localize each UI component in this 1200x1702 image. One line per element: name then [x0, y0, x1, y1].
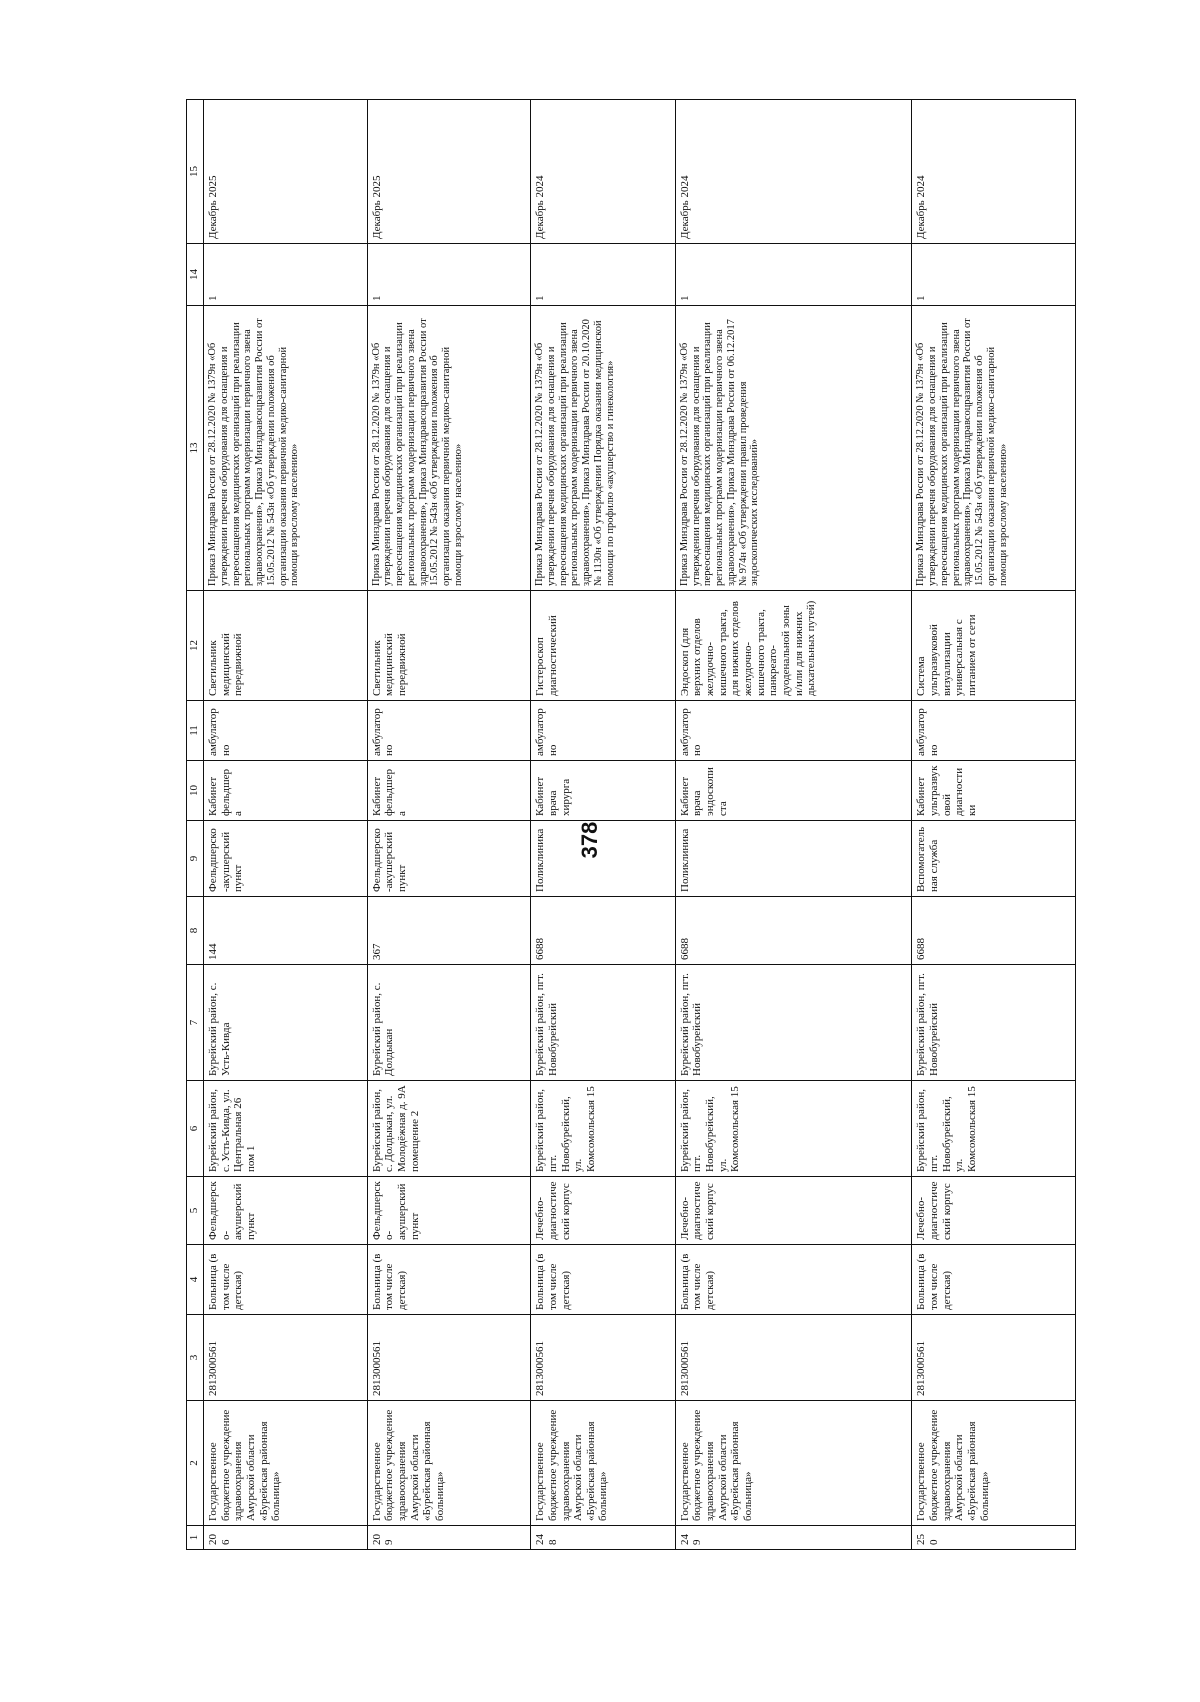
quantity-cell: 1 — [675, 244, 912, 306]
organization-type-cell: Больница (в том числе детская) — [367, 1245, 531, 1315]
column-header: 1 — [187, 1526, 204, 1550]
unit-cell: Фельдшерско-акушерский пункт — [367, 821, 531, 897]
subdivision-type-cell: Лечебно-диагностический корпус — [912, 1177, 1076, 1245]
locality-cell: Бурейский район, с. Долдыкан — [367, 965, 531, 1081]
population-cell: 144 — [204, 897, 368, 965]
deadline-cell: Декабрь 2024 — [531, 100, 676, 244]
column-header: 13 — [187, 306, 204, 591]
organization-name-cell: Государственное бюджетное учреждение здравоохранения Амурской области «Бурейская районная больница» — [204, 1401, 368, 1526]
column-header: 15 — [187, 100, 204, 244]
address-cell: Бурейский район, пгт. Новобурейский, ул. Комсомольская 15 — [531, 1081, 676, 1177]
quantity-cell: 1 — [912, 244, 1076, 306]
equipment-cell: Система ультразвуковой визуализации универсальная с питанием от сети — [912, 591, 1076, 701]
deadline-cell: Декабрь 2024 — [912, 100, 1076, 244]
care-form-cell: амбулаторно — [204, 701, 368, 761]
inn-cell: 2813000561 — [675, 1315, 912, 1401]
organization-type-cell: Больница (в том числе детская) — [675, 1245, 912, 1315]
inn-cell: 2813000561 — [531, 1315, 676, 1401]
column-header: 5 — [187, 1177, 204, 1245]
care-form-cell: амбулаторно — [531, 701, 676, 761]
column-header: 6 — [187, 1081, 204, 1177]
row-number-cell: 209 — [367, 1526, 531, 1550]
subdivision-type-cell: Лечебно-диагностический корпус — [531, 1177, 676, 1245]
table-row — [912, 100, 1076, 1550]
room-cell: Кабинет врача эндоскописта — [675, 761, 912, 821]
unit-cell: Поликлиника — [675, 821, 912, 897]
equipment-cell: Эндоскоп (для верхних отделов желудочно-кишечного тракта, для нижних отделов желудочно-кишечного тракта, панкреато-дуоденальной зоны и/или для нижних дыхательных путей) — [675, 591, 912, 701]
table-row — [675, 100, 912, 1550]
equipment-register-table — [186, 99, 1076, 1550]
inn-cell: 2813000561 — [204, 1315, 368, 1401]
unit-cell: Фельдшерско-акушерский пункт — [204, 821, 368, 897]
column-number-row — [187, 100, 204, 1550]
organization-name-cell: Государственное бюджетное учреждение здравоохранения Амурской области «Бурейская районная больница» — [367, 1401, 531, 1526]
column-header: 3 — [187, 1315, 204, 1401]
care-form-cell: амбулаторно — [675, 701, 912, 761]
locality-cell: Бурейский район, пгт. Новобурейский — [675, 965, 912, 1081]
organization-name-cell: Государственное бюджетное учреждение здравоохранения Амурской области «Бурейская районная больница» — [912, 1401, 1076, 1526]
organization-type-cell: Больница (в том числе детская) — [204, 1245, 368, 1315]
regulation-cell: Приказ Минздрава России от 28.12.2020 № 1379н «Об утверждении перечня оборудования для оснащения и переоснащения медицинских организаций при реализации региональных программ модернизации первичного звена здравоохранения», Приказ Минздрава России от 06.12.2017 № 974н «Об утверждении правил проведения эндоскопических исследований» — [675, 306, 912, 591]
address-cell: Бурейский район, пгт. Новобурейский, ул. Комсомольская 15 — [912, 1081, 1076, 1177]
deadline-cell: Декабрь 2025 — [204, 100, 368, 244]
row-number-cell: 206 — [204, 1526, 368, 1550]
equipment-cell: Светильник медицинский передвижной — [204, 591, 368, 701]
organization-name-cell: Государственное бюджетное учреждение здравоохранения Амурской области «Бурейская районная больница» — [531, 1401, 676, 1526]
care-form-cell: амбулаторно — [912, 701, 1076, 761]
row-number-cell: 249 — [675, 1526, 912, 1550]
quantity-cell: 1 — [367, 244, 531, 306]
column-header: 14 — [187, 244, 204, 306]
locality-cell: Бурейский район, пгт. Новобурейский — [531, 965, 676, 1081]
organization-name-cell: Государственное бюджетное учреждение здравоохранения Амурской области «Бурейская районная больница» — [675, 1401, 912, 1526]
equipment-cell: Светильник медицинский передвижной — [367, 591, 531, 701]
page-number: 378 — [577, 821, 602, 859]
column-header: 7 — [187, 965, 204, 1081]
regulation-cell: Приказ Минздрава России от 28.12.2020 № 1379н «Об утверждении перечня оборудования для оснащения и переоснащения медицинских организаций при реализации региональных программ модернизации первичного звена здравоохранения», Приказ Минздравсоцразвития России от 15.05.2012 № 543н «Об утверждении положения об организации оказания первичной медико-санитарной помощи взрослому населению» — [912, 306, 1076, 591]
room-cell: Кабинет ультразвуковой диагностики — [912, 761, 1076, 821]
organization-type-cell: Больница (в том числе детская) — [531, 1245, 676, 1315]
table-row — [531, 100, 676, 1550]
row-number-cell: 250 — [912, 1526, 1076, 1550]
population-cell: 367 — [367, 897, 531, 965]
regulation-cell: Приказ Минздрава России от 28.12.2020 № 1379н «Об утверждении перечня оборудования для оснащения и переоснащения медицинских организаций при реализации региональных программ модернизации первичного звена здравоохранения», Приказ Минздравсоцразвития России от 15.05.2012 № 543н «Об утверждении положения об организации оказания первичной медико-санитарной помощи взрослому населению» — [367, 306, 531, 591]
regulation-cell: Приказ Минздрава России от 28.12.2020 № 1379н «Об утверждении перечня оборудования для оснащения и переоснащения медицинских организаций при реализации региональных программ модернизации первичного звена здравоохранения», Приказ Минздравсоцразвития России от 15.05.2012 № 543н «Об утверждении положения об организации оказания первичной медико-санитарной помощи взрослому населению» — [204, 306, 368, 591]
quantity-cell: 1 — [204, 244, 368, 306]
column-header: 11 — [187, 701, 204, 761]
regulation-cell: Приказ Минздрава России от 28.12.2020 № 1379н «Об утверждении перечня оборудования для оснащения и переоснащения медицинских организаций при реализации региональных программ модернизации первичного звена здравоохранения», Приказ Минздрава России от 20.10.2020 № 1130н «Об утверждении Порядка оказания медицинской помощи по профилю «акушерство и гинекология» — [531, 306, 676, 591]
row-number-cell: 248 — [531, 1526, 676, 1550]
room-cell: Кабинет врача хирурга — [531, 761, 676, 821]
column-header: 4 — [187, 1245, 204, 1315]
population-cell: 6688 — [675, 897, 912, 965]
table-row — [204, 100, 368, 1550]
column-header: 10 — [187, 761, 204, 821]
deadline-cell: Декабрь 2025 — [367, 100, 531, 244]
population-cell: 6688 — [912, 897, 1076, 965]
subdivision-type-cell: Лечебно-диагностический корпус — [675, 1177, 912, 1245]
column-header: 8 — [187, 897, 204, 965]
unit-cell: Поликлиника — [531, 821, 676, 897]
inn-cell: 2813000561 — [912, 1315, 1076, 1401]
deadline-cell: Декабрь 2024 — [675, 100, 912, 244]
care-form-cell: амбулаторно — [367, 701, 531, 761]
room-cell: Кабинет фельдшера — [367, 761, 531, 821]
room-cell: Кабинет фельдшера — [204, 761, 368, 821]
table-row — [367, 100, 531, 1550]
population-cell: 6688 — [531, 897, 676, 965]
unit-cell: Вспомогательная служба — [912, 821, 1076, 897]
column-header: 9 — [187, 821, 204, 897]
column-header: 12 — [187, 591, 204, 701]
subdivision-type-cell: Фельдшерско-акушерский пункт — [367, 1177, 531, 1245]
locality-cell: Бурейский район, с. Усть-Кивда — [204, 965, 368, 1081]
rotated-table-container — [186, 100, 1076, 1550]
column-header: 2 — [187, 1401, 204, 1526]
equipment-cell: Гистероскоп диагностический — [531, 591, 676, 701]
organization-type-cell: Больница (в том числе детская) — [912, 1245, 1076, 1315]
address-cell: Бурейский район, с. Усть-Кивда, ул. Центральная 26 пом 1 — [204, 1081, 368, 1177]
quantity-cell: 1 — [531, 244, 676, 306]
address-cell: Бурейский район, с. Долдыкан, ул. Молодёжная д. 9А помещение 2 — [367, 1081, 531, 1177]
inn-cell: 2813000561 — [367, 1315, 531, 1401]
locality-cell: Бурейский район, пгт. Новобурейский — [912, 965, 1076, 1081]
subdivision-type-cell: Фельдшерско-акушерский пункт — [204, 1177, 368, 1245]
address-cell: Бурейский район, пгт. Новобурейский, ул. Комсомольская 15 — [675, 1081, 912, 1177]
